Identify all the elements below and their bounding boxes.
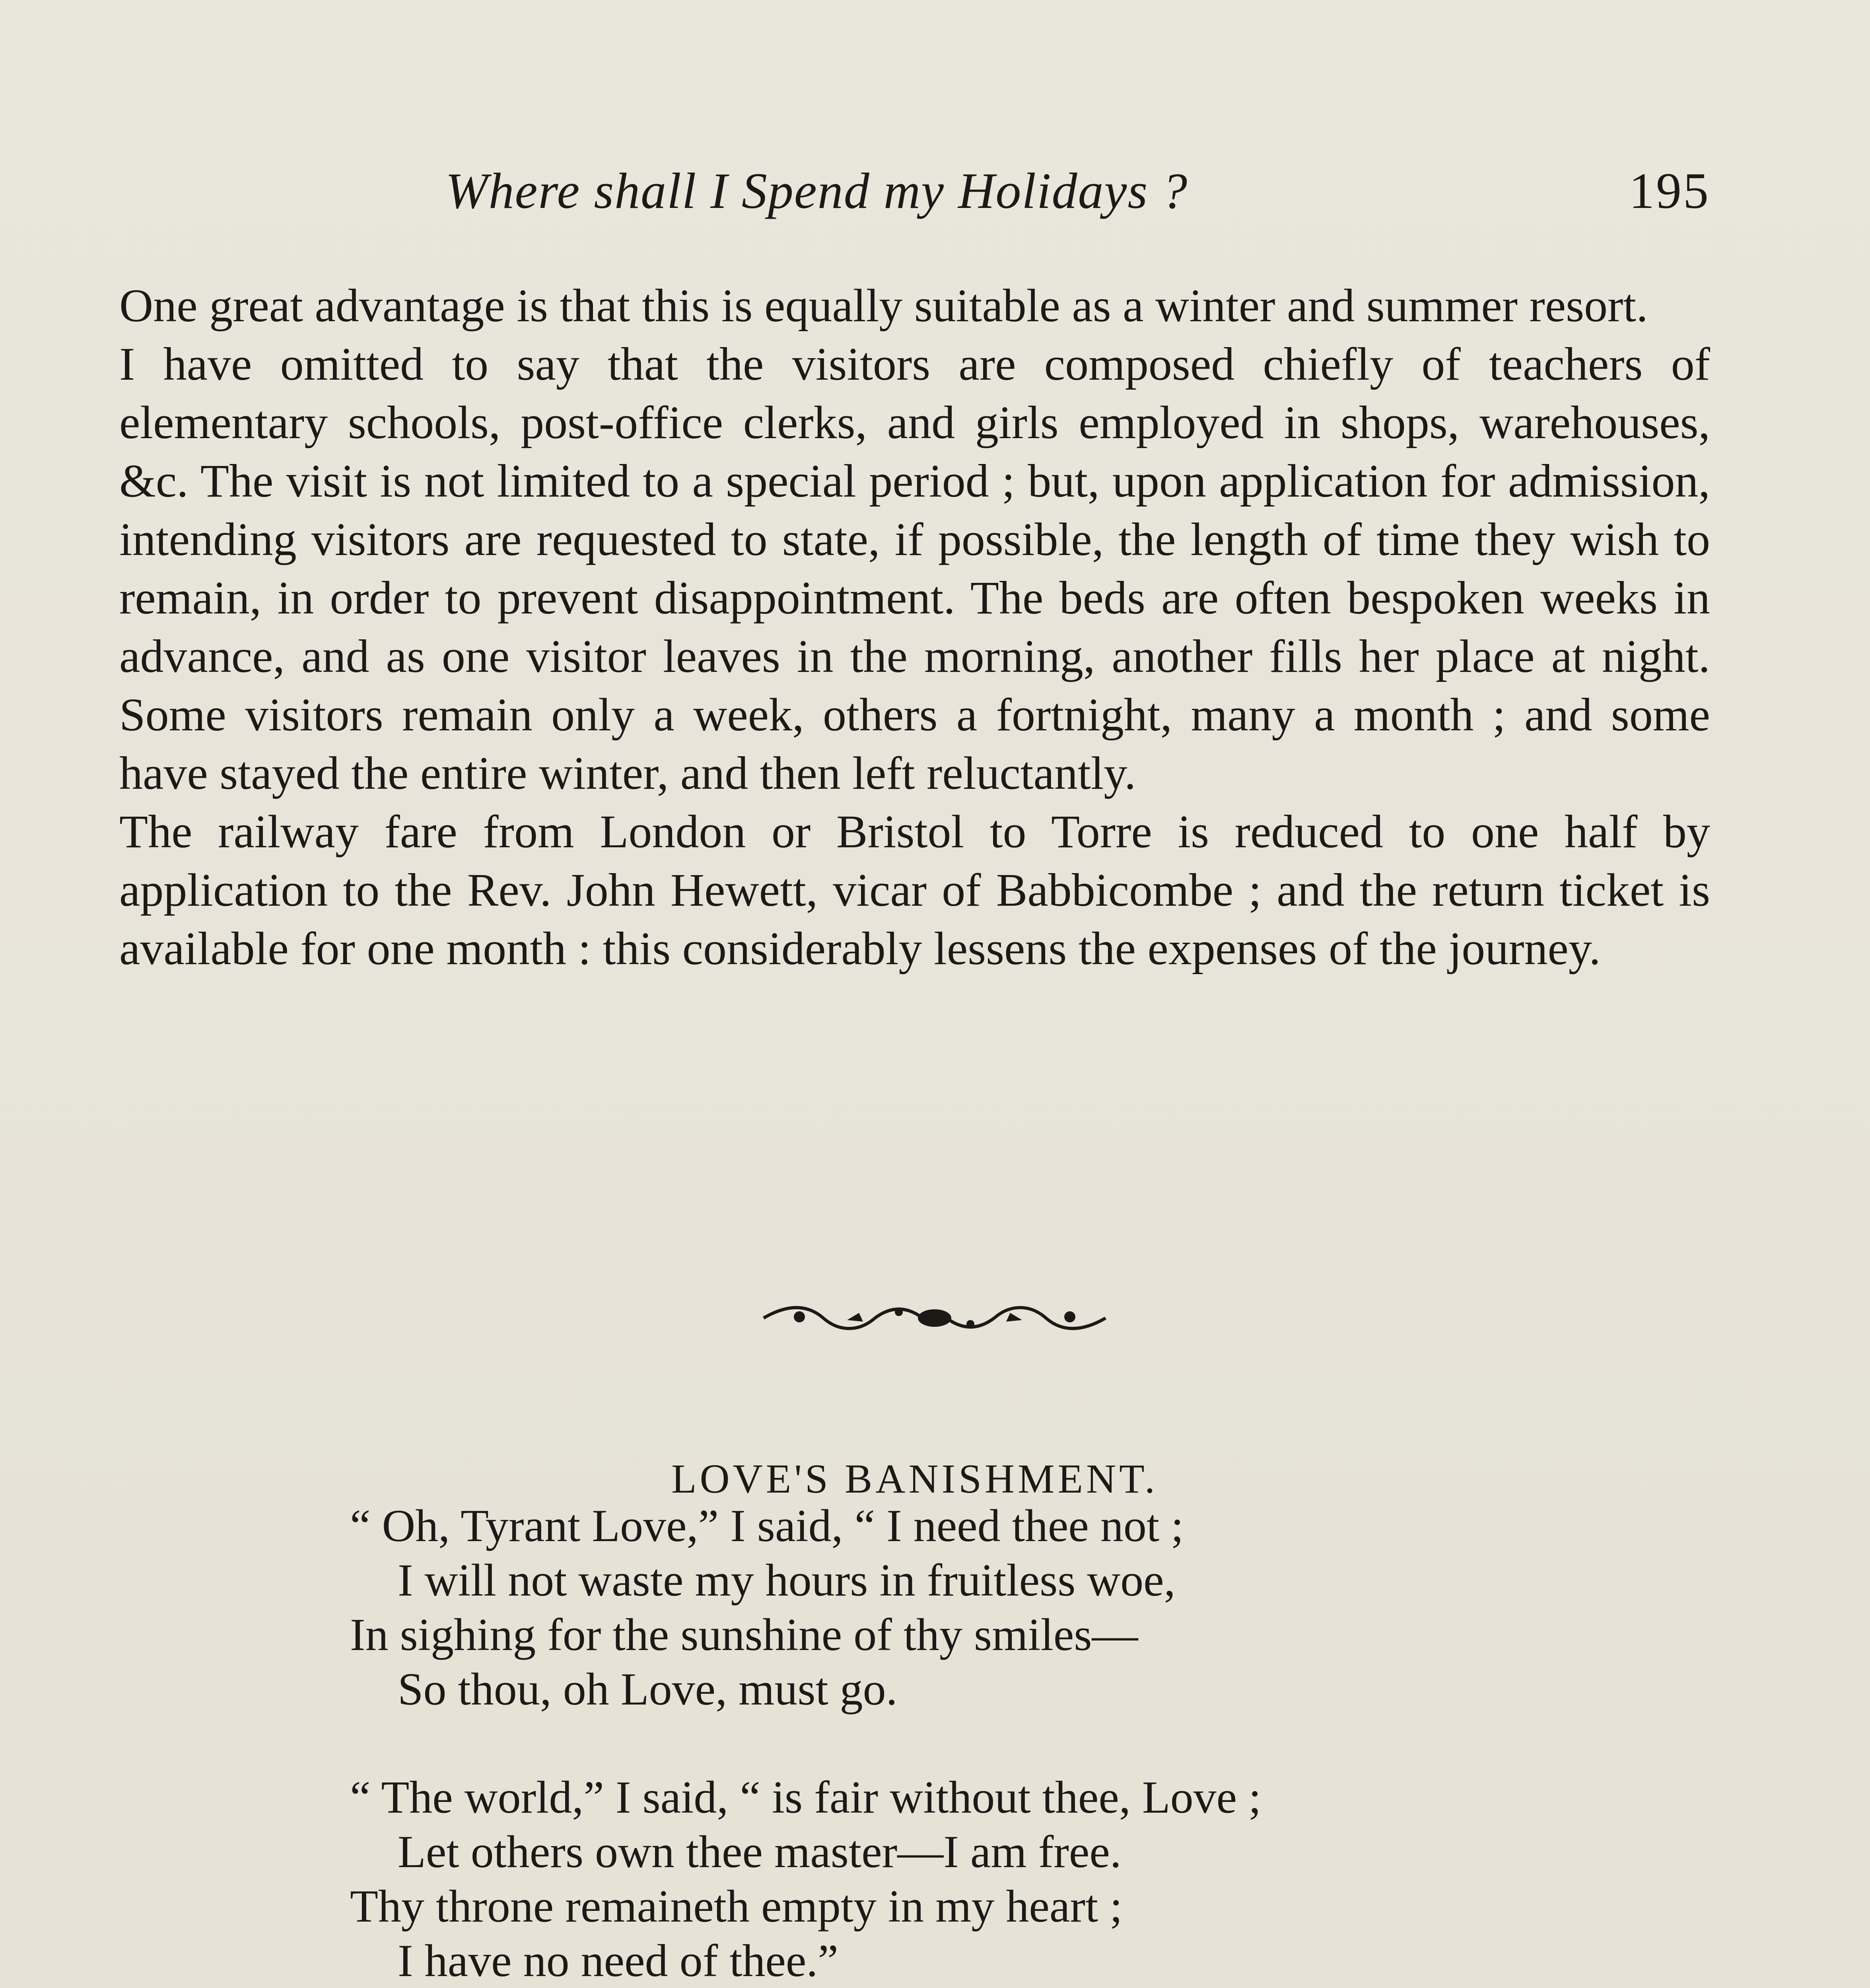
paragraph: I have omitted to say that the visitors are composed chiefly of teachers of elementary schools, post-office clerks, and girls employed in shops, warehouses, &c. The visit is not limited to a special period ; but, upon application for admission, intending visitors are requested to state, if possible, the length of time they wish to remain, in order to prevent disappointment. The beds are often bespoken weeks in advance, and as one visitor leaves in the morning, another fills her place at night. Some visitors remain only a week, others a fortnight, many a month ; and some have stayed the entire winter, and then left reluctantly.	[119, 338, 1710, 799]
page-number: 195	[1629, 163, 1710, 219]
paragraph: The railway fare from London or Bristol to Torre is reduced to one half by application to the Rev. John Hewett, vicar of Babbicombe ; and the return ticket is available for one month : this considerably lessens the expenses of the journey.	[119, 806, 1710, 975]
poem-title: LOVE'S BANISHMENT.	[671, 1456, 1158, 1502]
running-header	[119, 151, 1710, 239]
poem-line: “ The world,” I said, “ is fair without thee, Love ;	[350, 1772, 1262, 1823]
poem	[350, 1499, 1702, 1988]
poem-line: So thou, oh Love, must go.	[398, 1664, 898, 1715]
poem-line: I have no need of thee.”	[398, 1936, 838, 1986]
poem-line: In sighing for the sunshine of thy smiles—	[350, 1609, 1138, 1660]
poem-line: “ Oh, Tyrant Love,” I said, “ I need thee not ;	[350, 1501, 1184, 1551]
poem-line: I will not waste my hours in fruitless woe,	[398, 1555, 1176, 1606]
stanza	[350, 1499, 1702, 1717]
stanza	[350, 1771, 1702, 1988]
running-title: Where shall I Spend my Holidays ?	[445, 163, 1188, 219]
poem-line: Let others own thee master—I am free.	[398, 1827, 1122, 1877]
ornament-divider-icon	[756, 1296, 1114, 1340]
poem-line: Thy throne remaineth empty in my heart ;	[350, 1881, 1123, 1932]
paragraph: One great advantage is that this is equally suitable as a winter and summer resort.	[119, 280, 1648, 332]
article-body	[119, 276, 1710, 978]
